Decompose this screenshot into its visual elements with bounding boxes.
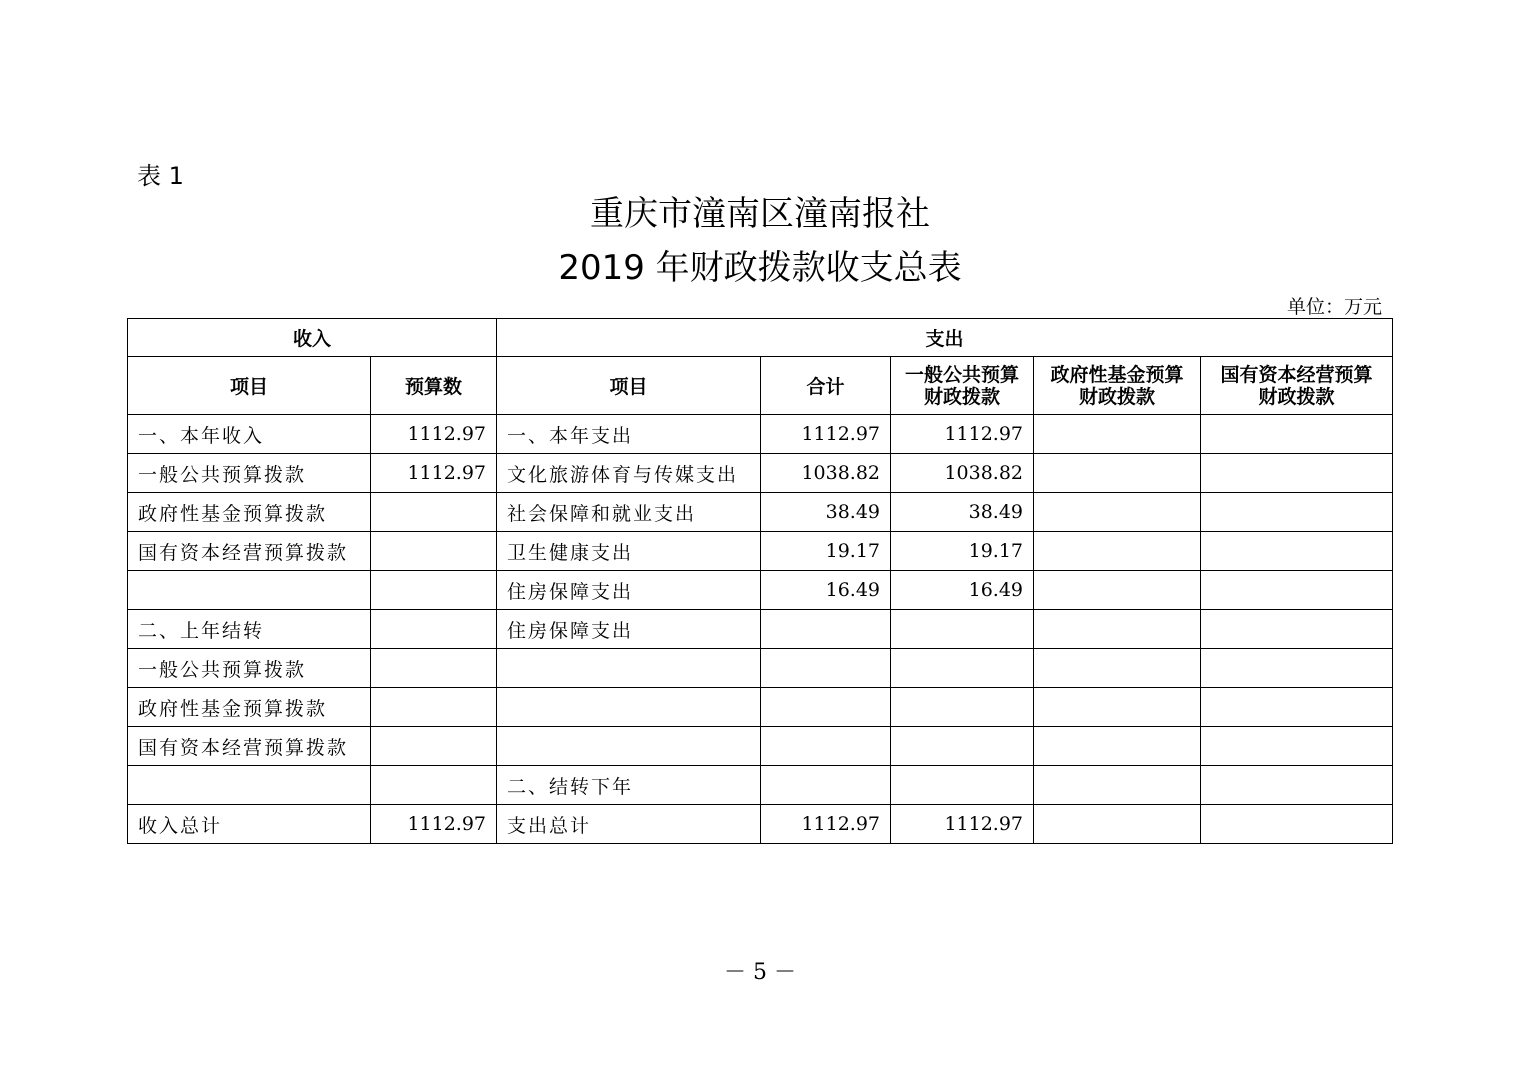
state-capital-value bbox=[1201, 493, 1393, 532]
general-budget-value: 1112.97 bbox=[891, 415, 1034, 454]
total-value bbox=[761, 610, 891, 649]
state-capital-value bbox=[1201, 727, 1393, 766]
gov-fund-value bbox=[1034, 454, 1201, 493]
state-capital-header bbox=[1201, 357, 1393, 415]
gov-fund-value bbox=[1034, 805, 1201, 844]
income-total-value: 1112.97 bbox=[371, 805, 497, 844]
page-number: － 5 － bbox=[724, 960, 796, 985]
state-capital-value bbox=[1201, 454, 1393, 493]
table-row bbox=[128, 454, 1393, 493]
expense-item: 二、结转下年 bbox=[497, 766, 761, 805]
expense-total-label: 支出总计 bbox=[497, 805, 761, 844]
general-budget-value bbox=[891, 727, 1034, 766]
total-value: 1112.97 bbox=[761, 805, 891, 844]
income-budget bbox=[371, 493, 497, 532]
income-total-label: 收入总计 bbox=[128, 805, 371, 844]
gov-fund-value bbox=[1034, 610, 1201, 649]
income-item: 国有资本经营预算拨款 bbox=[128, 532, 371, 571]
total-value bbox=[761, 727, 891, 766]
state-capital-value bbox=[1201, 805, 1393, 844]
gov-fund-value bbox=[1034, 766, 1201, 805]
general-budget-value bbox=[891, 649, 1034, 688]
gov-fund-value bbox=[1034, 493, 1201, 532]
total-header: 合计 bbox=[761, 357, 891, 415]
general-budget-value: 16.49 bbox=[891, 571, 1034, 610]
table-row bbox=[128, 766, 1393, 805]
income-item: 一般公共预算拨款 bbox=[128, 454, 371, 493]
total-value: 1112.97 bbox=[761, 415, 891, 454]
table-number: 表 1 bbox=[137, 162, 184, 190]
income-budget-header: 预算数 bbox=[371, 357, 497, 415]
total-value: 19.17 bbox=[761, 532, 891, 571]
gov-fund-value bbox=[1034, 688, 1201, 727]
general-budget-header bbox=[891, 357, 1034, 415]
state-capital-value bbox=[1201, 571, 1393, 610]
gov-fund-value bbox=[1034, 649, 1201, 688]
expense-item: 社会保障和就业支出 bbox=[497, 493, 761, 532]
expense-item-header: 项目 bbox=[497, 357, 761, 415]
expense-item bbox=[497, 688, 761, 727]
income-budget bbox=[371, 649, 497, 688]
state-capital-value bbox=[1201, 415, 1393, 454]
page-title-line1: 重庆市潼南区潼南报社 bbox=[590, 194, 930, 234]
state-capital-value bbox=[1201, 688, 1393, 727]
total-value bbox=[761, 688, 891, 727]
table-row bbox=[128, 571, 1393, 610]
income-item: 二、上年结转 bbox=[128, 610, 371, 649]
income-budget bbox=[371, 571, 497, 610]
income-item bbox=[128, 571, 371, 610]
table-row bbox=[128, 532, 1393, 571]
table-row bbox=[128, 727, 1393, 766]
general-budget-header-line1: 一般公共预算 bbox=[905, 363, 1020, 386]
expense-section-header: 支出 bbox=[497, 319, 1393, 357]
expense-item: 一、本年支出 bbox=[497, 415, 761, 454]
income-item: 一般公共预算拨款 bbox=[128, 649, 371, 688]
income-section-header: 收入 bbox=[128, 319, 497, 357]
general-budget-value: 38.49 bbox=[891, 493, 1034, 532]
header-row-columns bbox=[128, 357, 1393, 415]
income-budget bbox=[371, 766, 497, 805]
state-capital-header-line2: 财政拨款 bbox=[1258, 385, 1335, 408]
income-budget bbox=[371, 688, 497, 727]
expense-item bbox=[497, 649, 761, 688]
total-value bbox=[761, 766, 891, 805]
total-value: 16.49 bbox=[761, 571, 891, 610]
state-capital-header-line1: 国有资本经营预算 bbox=[1220, 363, 1373, 386]
income-item: 一、本年收入 bbox=[128, 415, 371, 454]
general-budget-value: 1112.97 bbox=[891, 805, 1034, 844]
expense-item bbox=[497, 727, 761, 766]
income-item: 政府性基金预算拨款 bbox=[128, 493, 371, 532]
income-item: 政府性基金预算拨款 bbox=[128, 688, 371, 727]
total-value: 1038.82 bbox=[761, 454, 891, 493]
gov-fund-value bbox=[1034, 571, 1201, 610]
gov-fund-value bbox=[1034, 532, 1201, 571]
gov-fund-value bbox=[1034, 415, 1201, 454]
income-budget bbox=[371, 610, 497, 649]
general-budget-value: 19.17 bbox=[891, 532, 1034, 571]
income-budget: 1112.97 bbox=[371, 415, 497, 454]
state-capital-value bbox=[1201, 532, 1393, 571]
income-budget: 1112.97 bbox=[371, 454, 497, 493]
general-budget-value: 1038.82 bbox=[891, 454, 1034, 493]
total-value: 38.49 bbox=[761, 493, 891, 532]
state-capital-value bbox=[1201, 766, 1393, 805]
income-budget bbox=[371, 532, 497, 571]
gov-fund-header bbox=[1034, 357, 1201, 415]
table-row bbox=[128, 415, 1393, 454]
state-capital-value bbox=[1201, 649, 1393, 688]
gov-fund-value bbox=[1034, 727, 1201, 766]
general-budget-value bbox=[891, 766, 1034, 805]
table-row bbox=[128, 649, 1393, 688]
table-row bbox=[128, 610, 1393, 649]
page-title-line2: 2019 年财政拨款收支总表 bbox=[558, 248, 962, 288]
table-row bbox=[128, 493, 1393, 532]
total-value bbox=[761, 649, 891, 688]
header-row-sections bbox=[128, 319, 1393, 357]
unit-label: 单位：万元 bbox=[1286, 296, 1382, 318]
general-budget-value bbox=[891, 688, 1034, 727]
expense-item: 住房保障支出 bbox=[497, 571, 761, 610]
gov-fund-header-line1: 政府性基金预算 bbox=[1050, 363, 1184, 386]
totals-row bbox=[128, 805, 1393, 844]
budget-table bbox=[127, 318, 1393, 844]
income-item-header: 项目 bbox=[128, 357, 371, 415]
expense-item: 文化旅游体育与传媒支出 bbox=[497, 454, 761, 493]
income-item bbox=[128, 766, 371, 805]
general-budget-value bbox=[891, 610, 1034, 649]
general-budget-header-line2: 财政拨款 bbox=[924, 385, 1001, 408]
income-item: 国有资本经营预算拨款 bbox=[128, 727, 371, 766]
table-row bbox=[128, 688, 1393, 727]
state-capital-value bbox=[1201, 610, 1393, 649]
expense-item: 住房保障支出 bbox=[497, 610, 761, 649]
gov-fund-header-line2: 财政拨款 bbox=[1079, 385, 1156, 408]
income-budget bbox=[371, 727, 497, 766]
expense-item: 卫生健康支出 bbox=[497, 532, 761, 571]
